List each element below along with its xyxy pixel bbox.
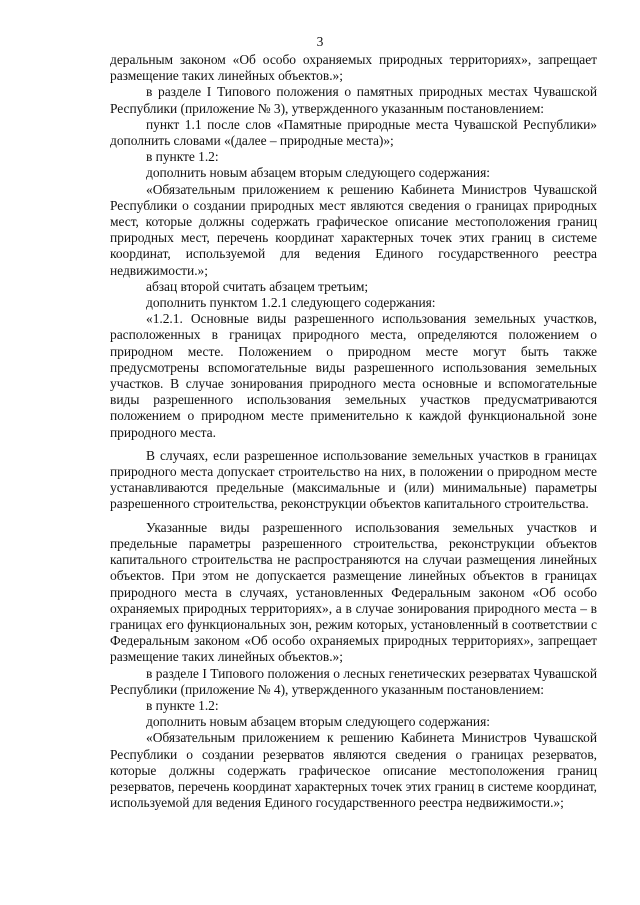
paragraph: в пункте 1.2: <box>146 149 219 165</box>
paragraph: в разделе I Типового положения о памятных природных местах Чувашской Республики (приложение № 3), утвержденного указанным постановлением: <box>110 84 597 116</box>
paragraph: пункт 1.1 после слов «Памятные природные места Чувашской Республики» дополнить словами «(далее – природные места)»; <box>110 116 597 149</box>
paragraph: «1.2.1. Основные виды разрешенного использования земельных участков, расположенных в границах природного места, определяются положением о природном месте. Положением о природном месте могут быть также предусмотрены вспомогательные виды разрешенного использования земельных участков. В случае зонирования природного места основные и вспомогательные виды разрешенного использования земельных участков предусматриваются положением о природном месте применительно к каждой функциональной зоне природного места. <box>110 311 597 440</box>
paragraph-continuation: деральным законом «Об особо охраняемых природных территориях», запрещает размещение таких линейных объектов.»; <box>110 52 597 84</box>
paragraph: В случаях, если разрешенное использование земельных участков в границах природного места допускает строительство на них, в положении о природном месте устанавливаются предельные (максимальные и (или) минимальные) параметры разрешенного строительства, реконструкции объектов капитального строительства. <box>110 447 597 512</box>
paragraph: в разделе I Типового положения о лесных генетических резерватах Чувашской Республики (приложение № 4), утвержденного указанным постановлением: <box>110 665 597 697</box>
page-number: 3 <box>316 34 324 49</box>
paragraph: «Обязательным приложением к решению Кабинета Министров Чувашской Республики о создании резерватов являются сведения о границах резерватов, которые должны содержать графическое описание местоположения границ резерватов, перечень координат характерных точек этих границ в системе координат, используемой для ведения Единого государственного реестра недвижимости.»; <box>110 730 597 811</box>
paragraph: дополнить новым абзацем вторым следующего содержания: <box>146 165 490 181</box>
paragraph: в пункте 1.2: <box>146 697 219 713</box>
paragraph: Указанные виды разрешенного использования земельных участков и предельные параметры разрешенного строительства, реконструкции объектов капитального строительства не распространяются на случаи размещения линейных объектов. При этом не допускается размещение линейных объектов в границах природного места в случаях, установленных Федеральным законом «Об особо охраняемых природных территориях», а в случае зонирования природного места – в границах его функциональных зон, режим которых, установленный в соответствии с Федеральным законом «Об особо охраняемых природных территориях», запрещает размещение таких линейных объектов.»; <box>110 519 597 665</box>
document-body <box>110 52 597 811</box>
paragraph: «Обязательным приложением к решению Кабинета Министров Чувашской Республики о создании природных мест являются сведения о границах природных мест, которые должны содержать графическое описание местоположения границ природных мест, перечень координат характерных точек этих границ в системе координат, используемой для ведения Единого государственного реестра недвижимости.»; <box>110 181 597 278</box>
paragraph: абзац второй считать абзацем третьим; <box>146 278 369 294</box>
paragraph: дополнить новым абзацем вторым следующего содержания: <box>146 714 490 730</box>
paragraph: дополнить пунктом 1.2.1 следующего содержания: <box>146 295 436 311</box>
